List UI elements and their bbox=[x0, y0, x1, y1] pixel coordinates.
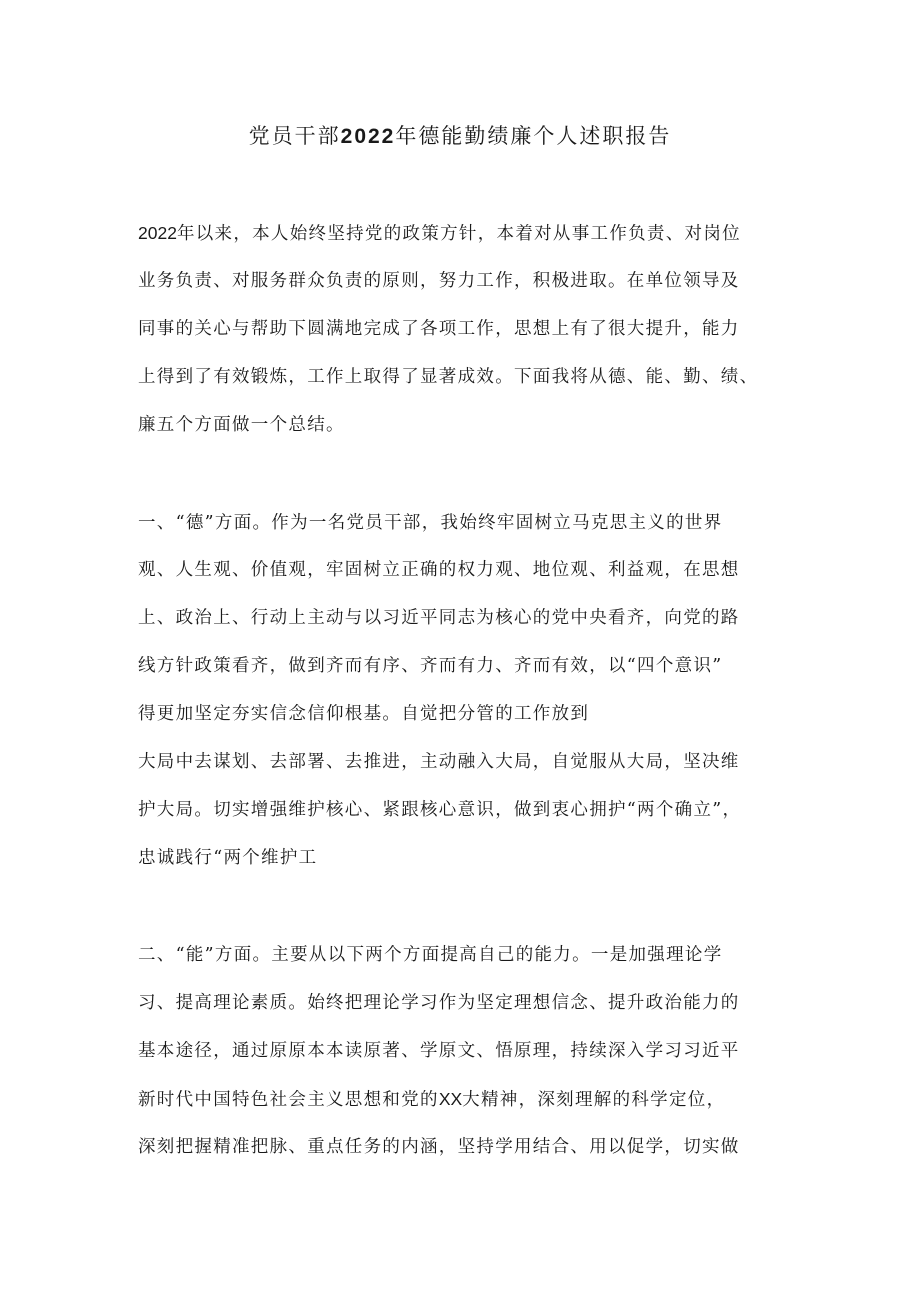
text-line: 线方针政策看齐，做到齐而有序、齐而有力、齐而有效，以“四个意识” bbox=[138, 656, 723, 676]
text-line: 新时代中国特色社会主义思想和党的XX大精神，深刻理解的科学定位， bbox=[138, 1089, 726, 1110]
text-line: 观、人生观、价值观，牢固树立正确的权力观、地位观、利益观，在思想 bbox=[138, 560, 740, 580]
text-line: 护大局。切实增强维护核心、紧跟核心意识，做到衷心拥护“两个确立”， bbox=[138, 800, 742, 820]
text-line: 上、政治上、行动上主动与以习近平同志为核心的党中央看齐，向党的路 bbox=[138, 608, 740, 628]
text-line: 上得到了有效锻炼，工作上取得了显著成效。下面我将从德、能、勤、绩、 bbox=[138, 367, 759, 387]
text-line: 二、“能”方面。主要从以下两个方面提高自己的能力。一是加强理论学 bbox=[138, 945, 723, 965]
text-line: 基本途径，通过原原本本读原著、学原文、悟原理，持续深入学习习近平 bbox=[138, 1041, 740, 1061]
text-line: 2022年以来，本人始终坚持党的政策方针，本着对从事工作负责、对岗位 bbox=[138, 223, 741, 244]
text-line: 得更加坚定夯实信念信仰根基。自觉把分管的工作放到 bbox=[138, 704, 590, 724]
text-line: 忠诚践行“两个维护工 bbox=[138, 848, 318, 868]
text-line: 业务负责、对服务群众负责的原则，努力工作，积极进取。在单位领导及 bbox=[138, 271, 740, 291]
text-line: 大局中去谋划、去部署、去推进，主动融入大局，自觉服从大局，坚决维 bbox=[138, 752, 740, 772]
text-line: 一、“德”方面。作为一名党员干部，我始终牢固树立马克思主义的世界 bbox=[138, 513, 723, 533]
text-line: 同事的关心与帮助下圆满地完成了各项工作，思想上有了很大提升，能力 bbox=[138, 319, 740, 339]
text-line: 廉五个方面做一个总结。 bbox=[138, 415, 345, 435]
text-line: 习、提高理论素质。始终把理论学习作为坚定理想信念、提升政治能力的 bbox=[138, 993, 740, 1013]
text-line: 深刻把握精准把脉、重点任务的内涵，坚持学用结合、用以促学，切实做 bbox=[138, 1137, 740, 1157]
document-title: 党员干部2022年德能勤绩廉个人述职报告 bbox=[248, 124, 672, 148]
